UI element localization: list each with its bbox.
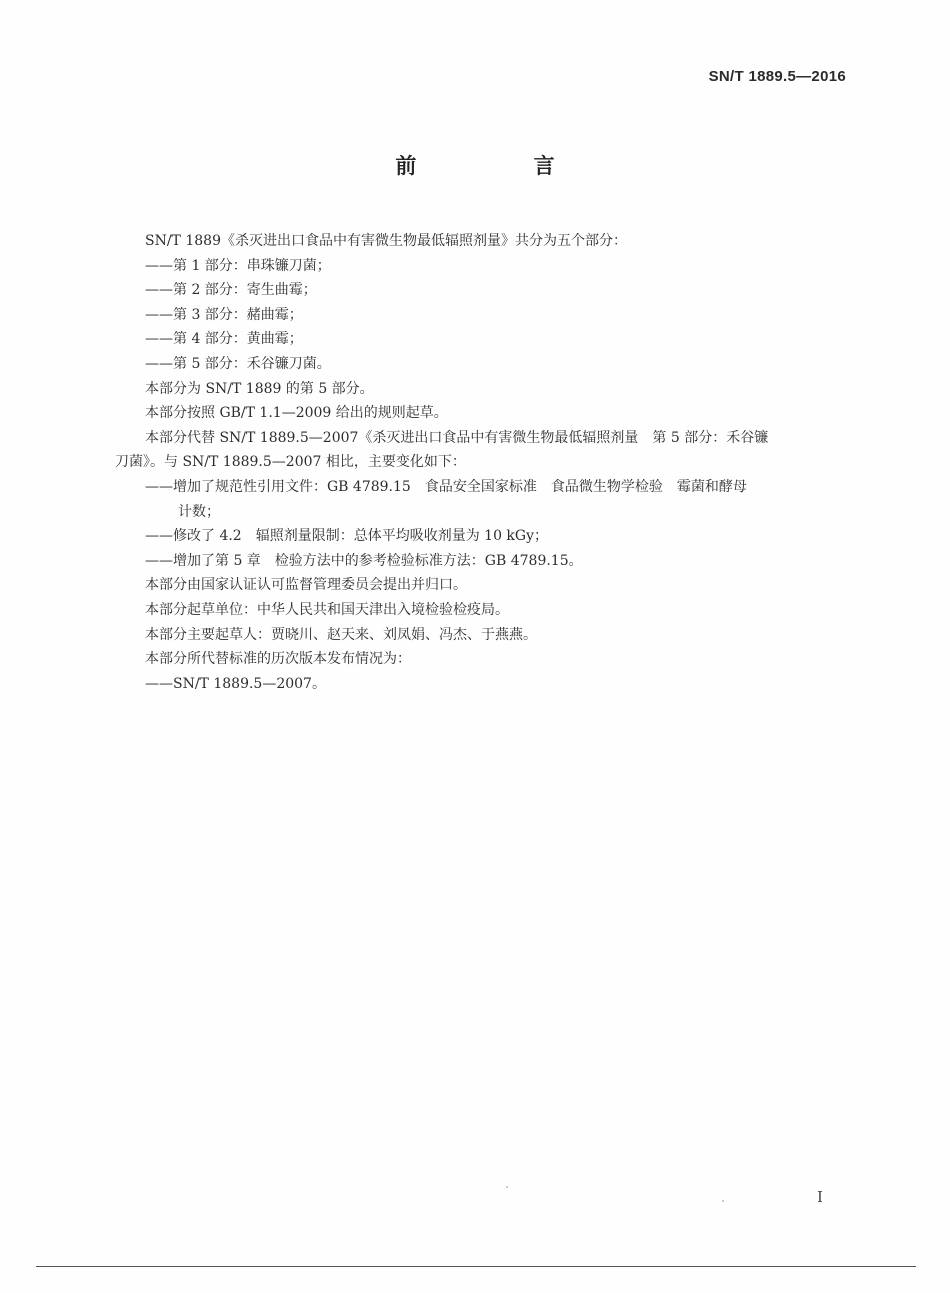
intro-paragraph: SN/T 1889《杀灭进出口食品中有害微生物最低辐照剂量》共分为五个部分： [145,233,627,249]
change-item-1-line2: 计数； [178,503,220,520]
replaces-paragraph-line2: 刀菌》。与 SN/T 1889.5—2007 相比，主要变化如下： [115,454,466,471]
drafting-unit-paragraph: 本部分起草单位：中华人民共和国天津出入境检验检疫局。 [145,601,509,618]
part-item-5: ——第 5 部分：禾谷镰刀菌。 [145,355,331,372]
part-item-1: ——第 1 部分：串珠镰刀菌； [145,257,331,274]
history-intro-paragraph: 本部分所代替标准的历次版本发布情况为： [145,651,411,668]
drafting-rule-paragraph: 本部分按照 GB/T 1.1—2009 给出的规则起草。 [145,405,448,422]
proposed-by-paragraph: 本部分由国家认证认可监督管理委员会提出并归口。 [145,577,467,594]
page-title: 前 言 [395,154,610,178]
part-item-4: ——第 4 部分：黄曲霉； [145,331,303,348]
page-number: I [817,1188,823,1206]
change-item-2: ——修改了 4.2 辐照剂量限制：总体平均吸收剂量为 10 kGy； [145,528,549,545]
scan-bottom-edge [36,1266,916,1267]
this-part-paragraph: 本部分为 SN/T 1889 的第 5 部分。 [145,380,374,397]
part-item-2: ——第 2 部分：寄生曲霉； [145,282,317,299]
replaces-paragraph-line1: 本部分代替 SN/T 1889.5—2007《杀灭进出口食品中有害微生物最低辐照剂量 第 5 部分：禾谷镰 [145,429,769,446]
scan-speck [722,1200,724,1202]
foreword-body [0,229,950,696]
history-item: ——SN/T 1889.5—2007。 [145,675,326,692]
change-item-3: ——增加了第 5 章 检验方法中的参考检验标准方法：GB 4789.15。 [145,552,583,569]
standard-code: SN/T 1889.5—2016 [708,68,846,85]
part-item-3: ——第 3 部分：赭曲霉； [145,306,303,323]
change-item-1-line1: ——增加了规范性引用文件：GB 4789.15 食品安全国家标准 食品微生物学检验 霉菌和酵母 [145,478,747,495]
drafters-paragraph: 本部分主要起草人：贾晓川、赵天来、刘凤娟、冯杰、于燕燕。 [145,626,537,643]
scan-speck [506,1186,508,1188]
